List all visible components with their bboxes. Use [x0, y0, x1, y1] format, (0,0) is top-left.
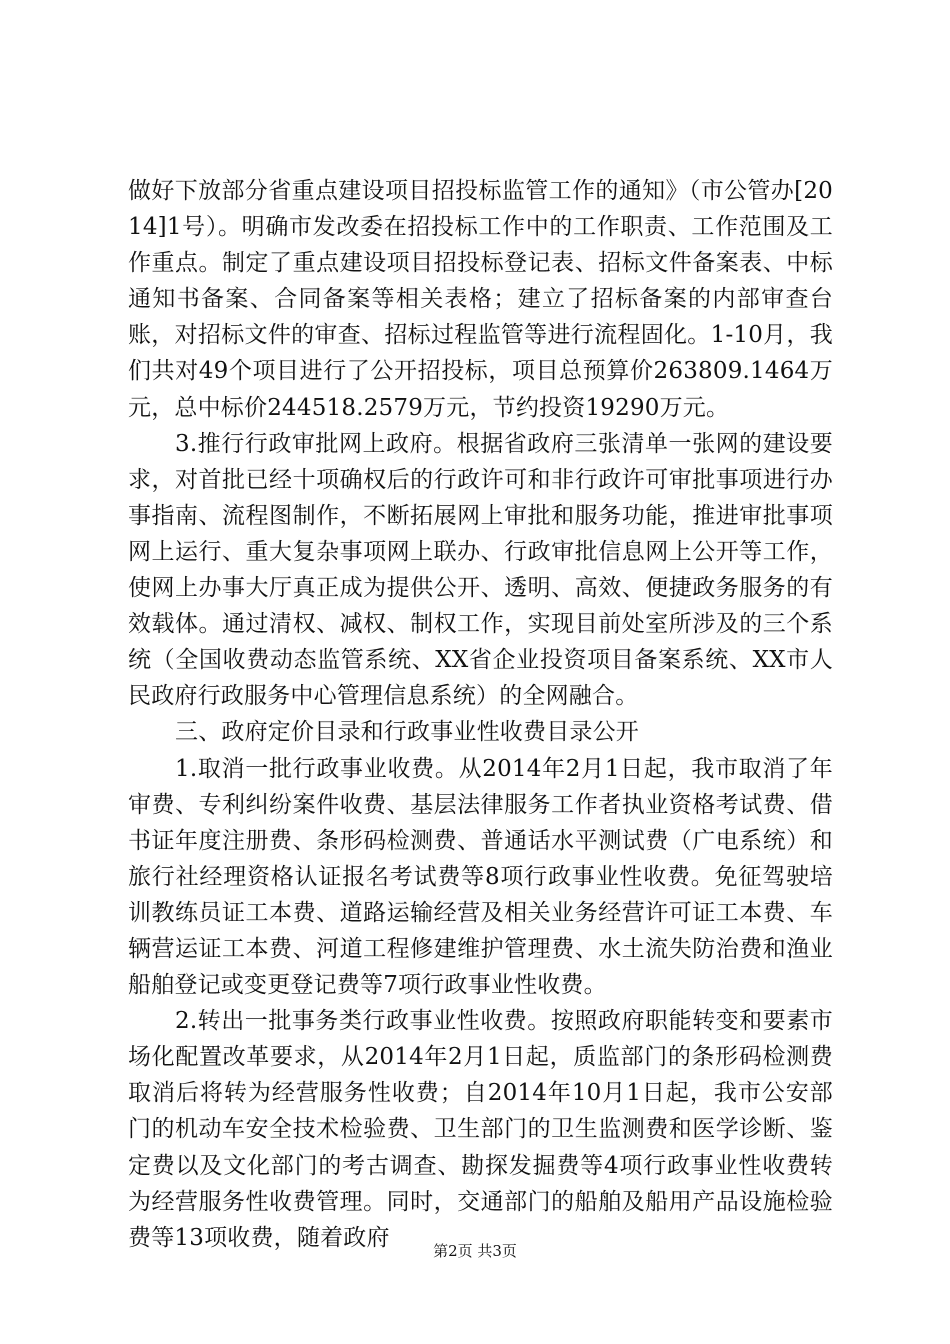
paragraph-online-approval: 3.推行行政审批网上政府。根据省政府三张清单一张网的建设要求，对首批已经十项确权后的行政许可和非行政许可审批事项进行办事指南、流程图制作，不断拓展网上审批和服务功能，推进审批事项网上运行、重大复杂事项网上联办、行政审批信息网上公开等工作，使网上办事大厅真正成为提供公开、透明、高效、便捷政务服务的有效载体。通过清权、减权、制权工作，实现目前处室所涉及的三个系统（全国收费动态监管系统、XX省企业投资项目备案系统、XX市人民政府行政服务中心管理信息系统）的全网融合。 — [128, 430, 833, 710]
document-body — [128, 173, 833, 1256]
paragraph-notice-continuation: 做好下放部分省重点建设项目招投标监管工作的通知》（市公管办[2014]1号）。明确市发改委在招投标工作中的工作职责、工作范围及工作重点。制定了重点建设项目招投标登记表、招标文件备案表、中标通知书备案、合同备案等相关表格；建立了招标备案的内部审查台账，对招标文件的审查、招标过程监管等进行流程固化。1-10月，我们共对49个项目进行了公开招投标，项目总预算价263809.1464万元，总中标价244518.2579万元，节约投资19290万元。 — [128, 178, 833, 421]
paragraph-transfer-fees: 2.转出一批事务类行政事业性收费。按照政府职能转变和要素市场化配置改革要求，从2014年2月1日起，质监部门的条形码检测费取消后将转为经营服务性收费；自2014年10月1日起，我市公安部门的机动车安全技术检验费、卫生部门的卫生监测费和医学诊断、鉴定费以及文化部门的考古调查、勘探发掘费等4项行政事业性收费转为经营服务性收费管理。同时，交通部门的船舶及船用产品设施检验费等13项收费，随着政府 — [128, 1008, 833, 1251]
section-heading-three: 三、政府定价目录和行政事业性收费目录公开 — [175, 719, 639, 746]
page-number-footer: 第2页 共3页 — [433, 1242, 517, 1260]
paragraph-cancel-fees: 1.取消一批行政事业收费。从2014年2月1日起，我市取消了年审费、专利纠纷案件收费、基层法律服务工作者执业资格考试费、借书证年度注册费、条形码检测费、普通话水平测试费（广电系统）和旅行社经理资格认证报名考试费等8项行政事业性收费。免征驾驶培训教练员证工本费、道路运输经营及相关业务经营许可证工本费、车辆营运证工本费、河道工程修建维护管理费、水土流失防治费和渔业船舶登记或变更登记费等7项行政事业性收费。 — [128, 755, 833, 999]
